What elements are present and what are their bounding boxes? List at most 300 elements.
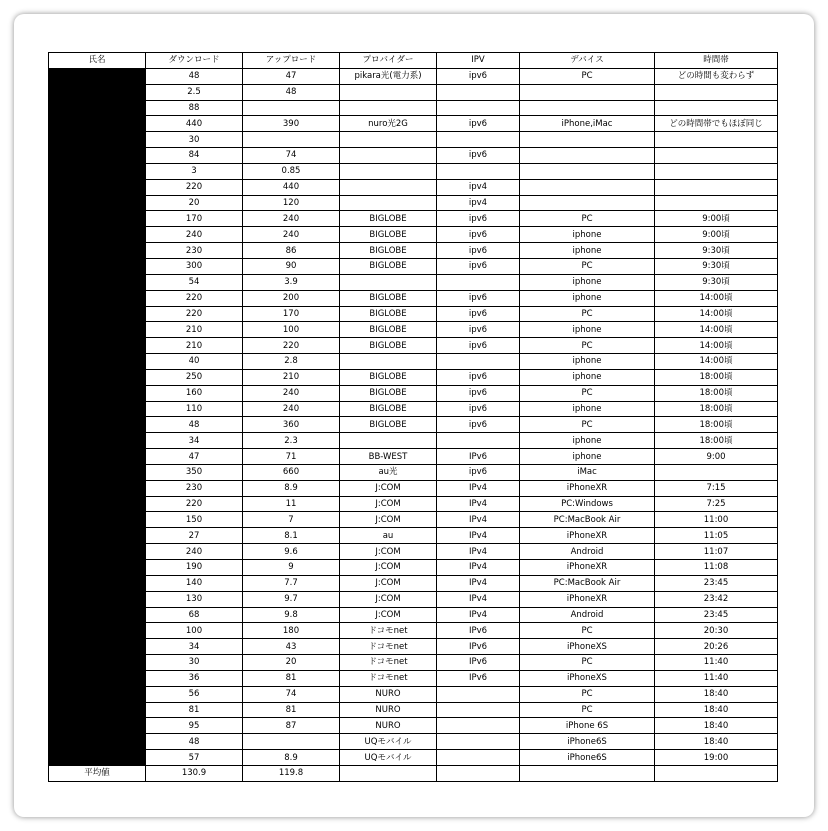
cell-device: PC	[520, 338, 655, 354]
cell-download: 130	[146, 591, 243, 607]
cell-device: PC	[520, 211, 655, 227]
cell-download: 210	[146, 322, 243, 338]
cell-upload: 210	[243, 369, 340, 385]
cell-ipv: IPv4	[437, 560, 520, 576]
cell-upload: 440	[243, 179, 340, 195]
cell-device: iMac	[520, 464, 655, 480]
cell-time-slot: 23:45	[655, 575, 778, 591]
cell-download: 190	[146, 560, 243, 576]
cell-upload: 170	[243, 306, 340, 322]
cell-ipv: ipv6	[437, 227, 520, 243]
cell-provider: BIGLOBE	[340, 290, 437, 306]
table-row	[49, 718, 778, 734]
cell-time-slot: 23:42	[655, 591, 778, 607]
table-row	[49, 686, 778, 702]
cell-provider	[340, 84, 437, 100]
cell-provider: BIGLOBE	[340, 322, 437, 338]
cell-upload: 7.7	[243, 575, 340, 591]
cell-upload: 9.6	[243, 544, 340, 560]
cell-ipv: IPv4	[437, 544, 520, 560]
cell-upload: 71	[243, 449, 340, 465]
cell-provider	[340, 274, 437, 290]
cell-provider: ドコモnet	[340, 623, 437, 639]
cell-download: 220	[146, 290, 243, 306]
cell-upload: 74	[243, 148, 340, 164]
cell-provider: UQモバイル	[340, 750, 437, 766]
table-row	[49, 290, 778, 306]
table-row	[49, 670, 778, 686]
cell-provider	[340, 433, 437, 449]
cell-upload: 0.85	[243, 163, 340, 179]
table-row	[49, 274, 778, 290]
cell-device: iphone	[520, 449, 655, 465]
cell-download: 2.5	[146, 84, 243, 100]
cell-provider: J:COM	[340, 560, 437, 576]
cell-device	[520, 163, 655, 179]
cell-download: 20	[146, 195, 243, 211]
average-time-slot	[655, 765, 778, 781]
cell-upload: 200	[243, 290, 340, 306]
cell-download: 56	[146, 686, 243, 702]
cell-upload: 11	[243, 496, 340, 512]
cell-time-slot: どの時間も変わらず	[655, 68, 778, 84]
table-row	[49, 528, 778, 544]
cell-time-slot: 11:07	[655, 544, 778, 560]
cell-upload: 660	[243, 464, 340, 480]
table-row	[49, 306, 778, 322]
cell-download: 27	[146, 528, 243, 544]
cell-ipv	[437, 84, 520, 100]
cell-upload: 81	[243, 670, 340, 686]
cell-device: PC:MacBook Air	[520, 575, 655, 591]
cell-ipv: IPv4	[437, 512, 520, 528]
cell-provider: ドコモnet	[340, 639, 437, 655]
cell-time-slot: 18:00頃	[655, 417, 778, 433]
cell-upload: 8.1	[243, 528, 340, 544]
cell-time-slot: 18:00頃	[655, 385, 778, 401]
cell-ipv: ipv6	[437, 148, 520, 164]
table-row	[49, 369, 778, 385]
table-row	[49, 68, 778, 84]
cell-time-slot	[655, 100, 778, 116]
cell-ipv: IPv6	[437, 655, 520, 671]
cell-download: 250	[146, 369, 243, 385]
cell-device: PC	[520, 68, 655, 84]
cell-device	[520, 132, 655, 148]
cell-ipv: ipv6	[437, 338, 520, 354]
cell-provider: UQモバイル	[340, 734, 437, 750]
cell-ipv: IPv6	[437, 623, 520, 639]
cell-download: 48	[146, 734, 243, 750]
table-row	[49, 655, 778, 671]
cell-provider: BIGLOBE	[340, 401, 437, 417]
cell-ipv: IPv4	[437, 591, 520, 607]
cell-provider: J:COM	[340, 575, 437, 591]
cell-device: iPhone,iMac	[520, 116, 655, 132]
cell-upload: 390	[243, 116, 340, 132]
header-provider: プロバイダー	[340, 53, 437, 69]
cell-time-slot: 11:40	[655, 655, 778, 671]
cell-upload: 9	[243, 560, 340, 576]
cell-upload: 43	[243, 639, 340, 655]
cell-device: iPhoneXR	[520, 560, 655, 576]
cell-ipv: ipv6	[437, 68, 520, 84]
average-download: 130.9	[146, 765, 243, 781]
table-row	[49, 132, 778, 148]
cell-provider: ドコモnet	[340, 670, 437, 686]
header-upload: アップロード	[243, 53, 340, 69]
cell-ipv: IPv4	[437, 496, 520, 512]
cell-provider: J:COM	[340, 607, 437, 623]
table-row	[49, 433, 778, 449]
cell-download: 30	[146, 132, 243, 148]
cell-time-slot	[655, 195, 778, 211]
cell-upload: 240	[243, 401, 340, 417]
cell-upload	[243, 100, 340, 116]
cell-time-slot: 20:26	[655, 639, 778, 655]
cell-device: iPhoneXS	[520, 670, 655, 686]
cell-upload: 8.9	[243, 480, 340, 496]
cell-time-slot	[655, 148, 778, 164]
cell-device: iphone	[520, 274, 655, 290]
cell-time-slot: 19:00	[655, 750, 778, 766]
cell-device: PC	[520, 306, 655, 322]
cell-time-slot: 18:00頃	[655, 369, 778, 385]
cell-time-slot: 9:30頃	[655, 274, 778, 290]
cell-ipv: ipv6	[437, 290, 520, 306]
cell-time-slot	[655, 132, 778, 148]
cell-upload: 180	[243, 623, 340, 639]
cell-ipv: ipv6	[437, 258, 520, 274]
cell-time-slot: 18:00頃	[655, 433, 778, 449]
cell-download: 170	[146, 211, 243, 227]
cell-upload: 360	[243, 417, 340, 433]
table-row	[49, 322, 778, 338]
cell-time-slot	[655, 179, 778, 195]
cell-download: 240	[146, 544, 243, 560]
cell-upload: 90	[243, 258, 340, 274]
cell-download: 57	[146, 750, 243, 766]
cell-ipv: ipv6	[437, 322, 520, 338]
cell-upload: 2.3	[243, 433, 340, 449]
table-row	[49, 591, 778, 607]
table-row	[49, 211, 778, 227]
table-row	[49, 544, 778, 560]
cell-device: iPhoneXR	[520, 528, 655, 544]
cell-provider: BIGLOBE	[340, 243, 437, 259]
cell-time-slot: 18:40	[655, 734, 778, 750]
cell-ipv	[437, 750, 520, 766]
cell-download: 47	[146, 449, 243, 465]
cell-download: 34	[146, 639, 243, 655]
cell-provider	[340, 132, 437, 148]
cell-ipv: IPv6	[437, 639, 520, 655]
cell-upload: 120	[243, 195, 340, 211]
cell-device	[520, 148, 655, 164]
cell-ipv: ipv4	[437, 195, 520, 211]
cell-upload: 81	[243, 702, 340, 718]
table-row	[49, 750, 778, 766]
cell-ipv: IPv6	[437, 670, 520, 686]
cell-download: 40	[146, 354, 243, 370]
table-row	[49, 623, 778, 639]
cell-provider: BIGLOBE	[340, 369, 437, 385]
cell-download: 54	[146, 274, 243, 290]
cell-provider: J:COM	[340, 544, 437, 560]
cell-ipv: IPv4	[437, 575, 520, 591]
cell-time-slot	[655, 84, 778, 100]
header-row	[49, 53, 778, 69]
cell-time-slot: 9:00頃	[655, 211, 778, 227]
header-name: 氏名	[49, 53, 146, 69]
cell-time-slot: どの時間帯でもほぼ同じ	[655, 116, 778, 132]
cell-provider	[340, 195, 437, 211]
cell-upload: 100	[243, 322, 340, 338]
cell-ipv: IPv4	[437, 528, 520, 544]
cell-provider: BIGLOBE	[340, 338, 437, 354]
cell-upload: 240	[243, 211, 340, 227]
cell-provider: pikara光(電力系)	[340, 68, 437, 84]
cell-provider	[340, 148, 437, 164]
table-row	[49, 702, 778, 718]
cell-time-slot: 9:30頃	[655, 258, 778, 274]
cell-ipv	[437, 433, 520, 449]
header-ipv: IPV	[437, 53, 520, 69]
cell-upload: 9.7	[243, 591, 340, 607]
table-row	[49, 100, 778, 116]
cell-upload: 7	[243, 512, 340, 528]
cell-device: iphone	[520, 433, 655, 449]
cell-device	[520, 100, 655, 116]
cell-upload: 240	[243, 227, 340, 243]
cell-ipv: ipv6	[437, 211, 520, 227]
cell-provider: BIGLOBE	[340, 227, 437, 243]
table-row	[49, 385, 778, 401]
cell-download: 36	[146, 670, 243, 686]
table-row	[49, 607, 778, 623]
cell-upload	[243, 734, 340, 750]
table-row	[49, 464, 778, 480]
cell-time-slot: 14:00頃	[655, 338, 778, 354]
cell-upload: 240	[243, 385, 340, 401]
cell-download: 240	[146, 227, 243, 243]
cell-provider	[340, 354, 437, 370]
cell-time-slot: 11:05	[655, 528, 778, 544]
cell-download: 110	[146, 401, 243, 417]
cell-ipv: ipv6	[437, 116, 520, 132]
cell-device: PC:Windows	[520, 496, 655, 512]
header-time-slot: 時間帯	[655, 53, 778, 69]
cell-time-slot: 14:00頃	[655, 306, 778, 322]
cell-device: iphone	[520, 243, 655, 259]
cell-device: PC	[520, 417, 655, 433]
cell-device: iPhoneXR	[520, 480, 655, 496]
cell-upload: 87	[243, 718, 340, 734]
cell-provider: au	[340, 528, 437, 544]
cell-upload: 2.8	[243, 354, 340, 370]
cell-provider	[340, 179, 437, 195]
cell-download: 88	[146, 100, 243, 116]
cell-provider: nuro光2G	[340, 116, 437, 132]
cell-device: Android	[520, 607, 655, 623]
table-row	[49, 163, 778, 179]
table-row	[49, 560, 778, 576]
average-device	[520, 765, 655, 781]
cell-upload: 48	[243, 84, 340, 100]
average-ipv	[437, 765, 520, 781]
cell-ipv	[437, 702, 520, 718]
cell-time-slot: 11:08	[655, 560, 778, 576]
cell-download: 84	[146, 148, 243, 164]
cell-ipv: ipv6	[437, 306, 520, 322]
cell-ipv: ipv6	[437, 385, 520, 401]
cell-download: 3	[146, 163, 243, 179]
cell-provider: BIGLOBE	[340, 417, 437, 433]
table-row	[49, 354, 778, 370]
table-row	[49, 734, 778, 750]
cell-time-slot: 14:00頃	[655, 290, 778, 306]
cell-device: iphone	[520, 369, 655, 385]
cell-download: 220	[146, 496, 243, 512]
cell-provider: BIGLOBE	[340, 306, 437, 322]
cell-provider: NURO	[340, 718, 437, 734]
cell-time-slot	[655, 163, 778, 179]
average-name: 平均値	[49, 765, 146, 781]
cell-upload: 8.9	[243, 750, 340, 766]
cell-ipv: ipv6	[437, 401, 520, 417]
cell-time-slot: 9:00頃	[655, 227, 778, 243]
cell-device: iPhone6S	[520, 750, 655, 766]
cell-download: 150	[146, 512, 243, 528]
cell-time-slot: 18:40	[655, 686, 778, 702]
cell-ipv	[437, 274, 520, 290]
table-row	[49, 84, 778, 100]
cell-time-slot	[655, 464, 778, 480]
cell-download: 30	[146, 655, 243, 671]
cell-ipv: IPv6	[437, 449, 520, 465]
table-row	[49, 449, 778, 465]
cell-download: 81	[146, 702, 243, 718]
cell-ipv: ipv6	[437, 417, 520, 433]
table-row	[49, 417, 778, 433]
table-row	[49, 195, 778, 211]
cell-time-slot: 11:00	[655, 512, 778, 528]
cell-ipv: ipv6	[437, 243, 520, 259]
cell-upload: 220	[243, 338, 340, 354]
cell-ipv: ipv6	[437, 464, 520, 480]
cell-provider: BIGLOBE	[340, 211, 437, 227]
table-row	[49, 480, 778, 496]
cell-download: 68	[146, 607, 243, 623]
cell-upload: 9.8	[243, 607, 340, 623]
cell-ipv	[437, 132, 520, 148]
cell-provider: au光	[340, 464, 437, 480]
cell-time-slot: 9:30頃	[655, 243, 778, 259]
cell-device	[520, 179, 655, 195]
cell-time-slot: 7:25	[655, 496, 778, 512]
table-row	[49, 512, 778, 528]
cell-ipv	[437, 734, 520, 750]
cell-provider: BIGLOBE	[340, 258, 437, 274]
cell-provider: NURO	[340, 686, 437, 702]
cell-provider: NURO	[340, 702, 437, 718]
cell-time-slot: 18:40	[655, 702, 778, 718]
redacted-name-column	[49, 68, 146, 765]
cell-time-slot: 7:15	[655, 480, 778, 496]
cell-device: iPhoneXS	[520, 639, 655, 655]
cell-time-slot: 9:00	[655, 449, 778, 465]
average-row	[49, 765, 778, 781]
cell-ipv: ipv4	[437, 179, 520, 195]
cell-download: 230	[146, 480, 243, 496]
cell-provider: BB-WEST	[340, 449, 437, 465]
cell-upload: 3.9	[243, 274, 340, 290]
cell-device: iphone	[520, 322, 655, 338]
cell-provider	[340, 163, 437, 179]
cell-ipv	[437, 354, 520, 370]
average-upload: 119.8	[243, 765, 340, 781]
speed-results-table	[48, 52, 778, 782]
table-row	[49, 258, 778, 274]
cell-device: PC	[520, 686, 655, 702]
cell-upload: 86	[243, 243, 340, 259]
cell-provider: J:COM	[340, 512, 437, 528]
cell-download: 300	[146, 258, 243, 274]
cell-provider: BIGLOBE	[340, 385, 437, 401]
cell-download: 210	[146, 338, 243, 354]
cell-device: iPhoneXR	[520, 591, 655, 607]
cell-device: PC	[520, 385, 655, 401]
cell-download: 220	[146, 306, 243, 322]
cell-device: iPhone6S	[520, 734, 655, 750]
cell-download: 160	[146, 385, 243, 401]
cell-time-slot: 14:00頃	[655, 322, 778, 338]
cell-device: iphone	[520, 354, 655, 370]
cell-download: 140	[146, 575, 243, 591]
cell-time-slot: 18:00頃	[655, 401, 778, 417]
table-row	[49, 227, 778, 243]
table-row	[49, 401, 778, 417]
cell-time-slot: 20:30	[655, 623, 778, 639]
cell-time-slot: 23:45	[655, 607, 778, 623]
cell-upload: 74	[243, 686, 340, 702]
table-row	[49, 179, 778, 195]
cell-provider: J:COM	[340, 480, 437, 496]
cell-ipv	[437, 686, 520, 702]
cell-download: 34	[146, 433, 243, 449]
cell-device: PC	[520, 655, 655, 671]
average-provider	[340, 765, 437, 781]
cell-download: 220	[146, 179, 243, 195]
cell-time-slot: 18:40	[655, 718, 778, 734]
cell-ipv: IPv4	[437, 480, 520, 496]
cell-time-slot: 14:00頃	[655, 354, 778, 370]
cell-ipv	[437, 163, 520, 179]
table-row	[49, 639, 778, 655]
cell-device: iPhone 6S	[520, 718, 655, 734]
cell-device	[520, 195, 655, 211]
cell-download: 440	[146, 116, 243, 132]
cell-upload: 20	[243, 655, 340, 671]
cell-device	[520, 84, 655, 100]
cell-device: PC	[520, 258, 655, 274]
cell-device: iphone	[520, 227, 655, 243]
table-row	[49, 243, 778, 259]
cell-device: PC	[520, 702, 655, 718]
cell-download: 48	[146, 68, 243, 84]
cell-device: Android	[520, 544, 655, 560]
table-row	[49, 496, 778, 512]
